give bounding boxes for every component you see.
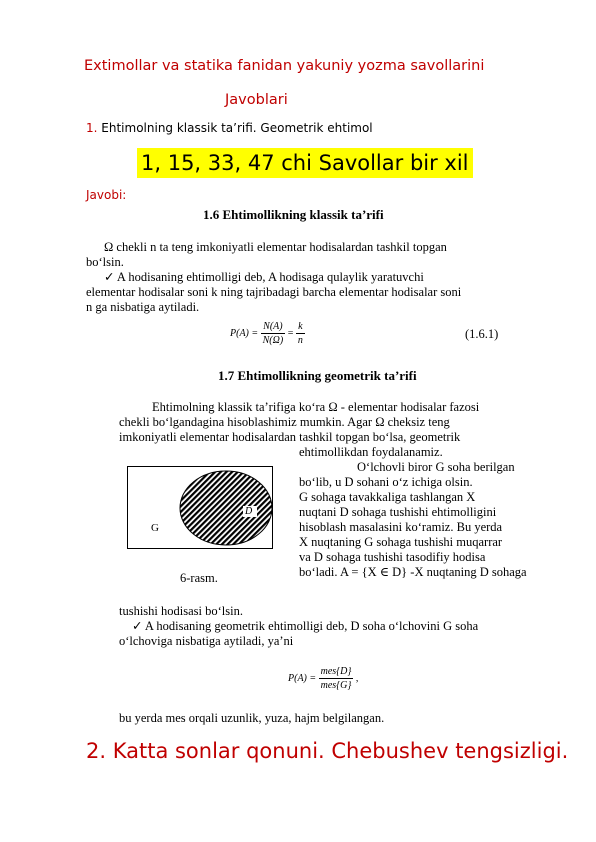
section-geometric-definition: [119, 604, 528, 649]
section-heading-classic: 1.6 Ehtimollikning klassik ta’rifi: [203, 207, 384, 222]
text-line: bo‘lsin.: [86, 255, 124, 269]
question-number: 1.: [86, 121, 98, 135]
text-line: bo‘ladi. A = {X ∈ D} -X nuqtaning D sohaga: [299, 565, 527, 579]
formula-numerator: mes{D}: [320, 666, 352, 677]
text-line: O‘lchovli biror G soha berilgan: [357, 460, 515, 474]
text-line: ✓ A hodisaning geometrik ehtimolligi deb, D soha o‘lchovini G soha: [132, 619, 479, 633]
question-2-heading: 2. Katta sonlar qonuni. Chebushev tengsizligi.: [86, 739, 569, 763]
formula-denominator: mes{G}: [320, 680, 352, 691]
figure-label-d: D: [245, 506, 253, 517]
text-line: nuqtani D sohaga tushishi ehtimolligini: [299, 505, 497, 519]
section-geometric-right-text: [299, 460, 528, 580]
figure-caption: 6-rasm.: [180, 571, 218, 585]
formula-classic: [230, 320, 305, 347]
text-line: o‘lchoviga nisbatiga aytiladi, ya’ni: [119, 634, 294, 648]
highlighted-note: 1, 15, 33, 47 chi Savollar bir xil: [137, 148, 473, 178]
text-line: imkoniyatli elementar hodisalardan tashkil topgan bo‘lsa, geometrik: [119, 430, 461, 444]
answer-label: Javobi:: [86, 188, 127, 202]
formula-k: k: [296, 320, 305, 334]
text-line: n ga nisbatiga aytiladi.: [86, 300, 200, 314]
text-line: ehtimollikdan foydalanamiz.: [299, 445, 443, 459]
formula-comma: ,: [355, 672, 359, 684]
text-line: elementar hodisalar soni k ning tajribadagi barcha elementar hodisalar soni: [86, 285, 462, 299]
text-line: va D sohaga tushishi tasodifiy hodisa: [299, 550, 486, 564]
formula-equals: =: [287, 327, 294, 339]
text-line: tushishi hodisasi bo‘lsin.: [119, 604, 243, 618]
text-line: G sohaga tavakkaliga tashlangan X: [299, 490, 476, 504]
section-classic-text: [86, 240, 506, 315]
question-text: Ehtimolning klassik ta’rifi. Geometrik ehtimol: [101, 121, 373, 135]
formula-numerator: N(A): [261, 320, 286, 334]
formula-denominator: N(Ω): [262, 335, 284, 346]
formula-geometric: [288, 665, 358, 692]
text-line: Ehtimolning klassik ta’rifiga ko‘ra Ω - elementar hodisalar fazosi: [152, 400, 480, 414]
text-line: Ω chekli n ta teng imkoniyatli elementar hodisalardan tashkil topgan: [104, 240, 447, 254]
question-1: [86, 121, 373, 135]
figure-region-g: [127, 466, 273, 549]
formula-lhs: P(A) =: [230, 327, 259, 339]
formula-n: n: [297, 335, 303, 346]
formula-lhs: P(A) =: [288, 672, 317, 684]
formula-number: (1.6.1): [465, 327, 499, 341]
text-line: hisoblash masalasini ko‘ramiz. Bu yerda: [299, 520, 503, 534]
document-subtitle: Javoblari: [225, 92, 288, 108]
section-geometric-intro: [119, 400, 528, 460]
section-geometric-note: bu yerda mes orqali uzunlik, yuza, hajm belgilangan.: [119, 711, 385, 725]
section-heading-geometric: 1.7 Ehtimollikning geometrik ta’rifi: [218, 368, 417, 383]
text-line: ✓ A hodisaning ehtimolligi deb, A hodisaga qulaylik yaratuvchi: [104, 270, 424, 284]
document-title: Extimollar va statika fanidan yakuniy yozma savollarini: [84, 58, 485, 74]
text-line: chekli bo‘lgandagina hisoblashimiz mumkin. Agar Ω cheksiz teng: [119, 415, 450, 429]
figure-label-g: G: [151, 522, 159, 534]
text-line: X nuqtaning G sohaga tushishi muqarrar: [299, 535, 503, 549]
text-line: bo‘lib, u D sohani o‘z ichiga olsin.: [299, 475, 473, 489]
